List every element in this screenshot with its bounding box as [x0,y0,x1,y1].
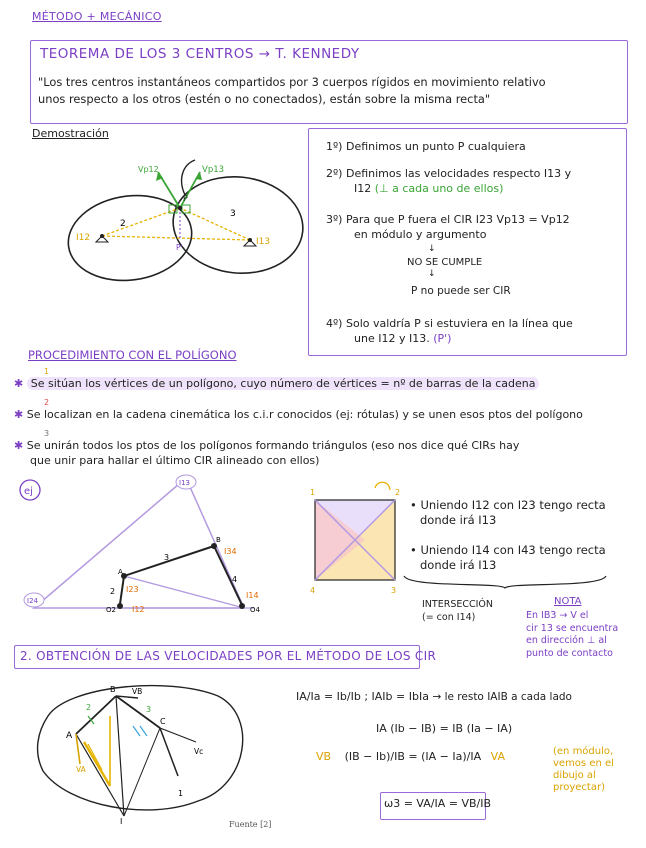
svg-text:I34: I34 [224,547,237,556]
nota-title: NOTA [554,596,582,607]
svg-text:A: A [66,731,73,741]
step-4: 4º) Solo valdría P si estuviera en la línea que une I12 y I13. (P') [326,317,573,345]
svg-text:4: 4 [310,586,316,595]
svg-text:B: B [110,685,116,694]
svg-text:2: 2 [120,219,126,229]
svg-text:2: 2 [110,587,116,596]
bullet-2: ✱ 2 Se localizan en la cadena cinemática los c.i.r conocidos (ej: rótulas) y se unen esos ptos del polígono [14,398,583,421]
seccion2-title: 2. OBTENCIÓN DE LAS VELOCIDADES POR EL MÉTODO DE LOS CIR [20,649,437,663]
svg-text:3: 3 [391,586,397,595]
svg-text:2: 2 [395,488,401,497]
brace [400,572,610,592]
svg-text:VB: VB [132,687,143,696]
svg-text:ej: ej [24,486,33,497]
svg-text:I14: I14 [246,591,259,600]
svg-text:P: P [183,194,188,203]
svg-text:P': P' [176,243,183,252]
svg-text:3: 3 [164,553,170,562]
svg-text:I12: I12 [132,605,145,614]
bullet-3: ✱ 3 Se unirán todos los ptos de los polígonos formando triángulos (eso nos dice qué CIRs hay que unir para hallar el último CIR alineado con ellos) [14,429,520,467]
eq4: ω3 = VA/IA = VB/IB [384,797,492,810]
eq2: IA (Ib − IB) = IB (Ia − IA) [376,722,513,735]
svg-text:Vp12: Vp12 [138,165,159,174]
svg-text:A: A [118,568,123,576]
svg-text:VA: VA [76,765,86,774]
demostracion-figure [60,150,310,290]
step-3-no-cumple: NO SE CUMPLE [407,257,483,268]
svg-text:Vc: Vc [194,747,204,756]
ejemplo-note-2: • Uniendo I14 con I43 tengo recta donde irá I13 [410,543,606,572]
eq3-note: (en módulo, vemos en el dibujo al proyectar) [553,746,614,793]
svg-text:Vp13: Vp13 [202,165,225,175]
step-3: 3º) Para que P fuera el CIR I23 Vp13 = Vp12 en módulo y argumento [326,213,570,241]
demostracion-label: Demostración [32,127,109,140]
svg-text:O4: O4 [250,606,260,614]
interseccion-note: INTERSECCIÓN (= con I14) [422,599,493,623]
svg-text:2: 2 [86,703,92,712]
teorema-quote-line1: "Los tres centros instantáneos compartidos por 3 cuerpos rígidos en movimiento relativo [38,75,546,89]
svg-text:I23: I23 [126,585,139,594]
step-3-no-cir: P no puede ser CIR [411,285,511,297]
cir-square-diagram [305,480,405,600]
teorema-title: TEOREMA DE LOS 3 CENTROS → T. KENNEDY [40,46,360,62]
teorema-quote [38,74,618,108]
step-2: 2º) Definimos las velocidades respecto I13 y I12 (⊥ a cada uno de ellos) [326,167,572,195]
body-3-ellipse [168,170,307,279]
page-header-title: MÉTODO + MECÁNICO [32,10,162,23]
bar-2 [120,576,124,604]
svg-text:C: C [160,717,166,726]
ejemplo-figure [14,470,304,620]
svg-text:1: 1 [178,789,184,798]
footer-source: Fuente [2] [229,820,272,829]
svg-text:3: 3 [230,209,236,219]
step-1: 1º) Definimos un punto P cualquiera [326,140,526,153]
teorema-quote-line2: unos respecto a los otros (estén o no conectados), están sobre la misma recta" [38,92,491,106]
procedimiento-title: PROCEDIMIENTO CON EL POLÍGONO [28,348,237,362]
ejemplo-note-1: • Uniendo I12 con I23 tengo recta donde irá I13 [410,498,606,527]
seccion2-figure [28,676,258,826]
bullet-1: ✱ 1 Se sitúan los vértices de un polígono, cuyo número de vértices = nº de barras de la cadena [14,376,634,391]
svg-text:B: B [216,536,221,544]
svg-text:I13: I13 [179,479,190,487]
eq1: IA/Ia = Ib/Ib ; IAIb = IbIa → le resto IAIB a cada lado [296,690,572,703]
svg-text:I: I [120,817,123,826]
nota-text: En IB3 → V el cir 13 se encuentra en dirección ⊥ al punto de contacto [526,610,619,659]
svg-text:4: 4 [232,575,238,584]
svg-text:O2: O2 [106,606,116,614]
svg-text:3: 3 [146,705,152,714]
svg-text:I12: I12 [76,233,91,243]
polygon-triangle [34,478,244,608]
eq3: VB (IB − Ib)/IB = (IA − Ia)/IA VA [316,750,505,763]
svg-text:I24: I24 [27,597,38,605]
svg-text:1: 1 [310,488,316,497]
svg-text:I13: I13 [256,237,271,247]
